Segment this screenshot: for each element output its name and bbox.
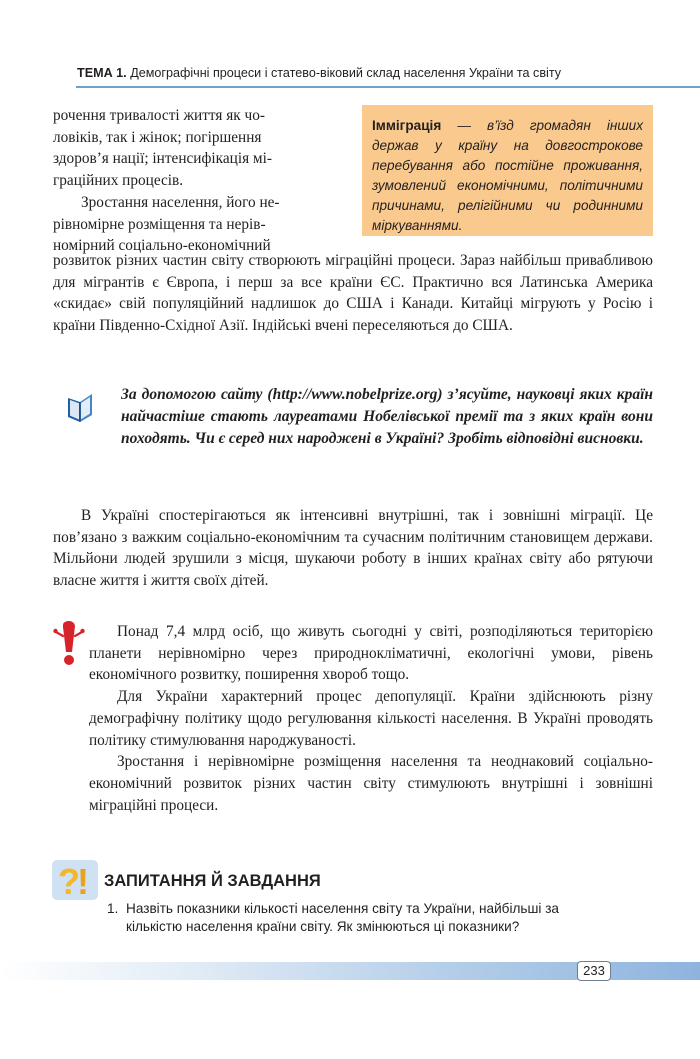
narrow-column: [53, 105, 347, 257]
question-mark-icon: [52, 858, 98, 902]
definition-text: — в’їзд громадян інших держав у країну на довгострокове перебування або постійне проживання, зумовлений економічними, політичними причинами, релігійними чи родинними міркуваннями.: [372, 118, 643, 233]
text-line: рочення тривалості життя як чо-: [53, 107, 265, 124]
topic-title: Демографічні процеси і статево-віковий склад населення України та світу: [130, 66, 562, 80]
section-title: ЗАПИТАННЯ Й ЗАВДАННЯ: [104, 872, 321, 890]
header-rule: [76, 86, 700, 88]
topic-label: ТЕМА 1.: [77, 66, 127, 80]
question-text: Назвіть показники кількості населення світу та України, найбільші за кількістю населення країни світу. Як змінюються ці показники?: [126, 901, 559, 934]
book-icon: [64, 386, 98, 426]
page-number: 233: [577, 961, 611, 981]
paragraph-migration-ukraine: [53, 505, 653, 592]
paragraph-text: Зростання і нерівномірне розміщення населення та неоднаковий соціально-економічний розвиток різних частин світу стимулюють внутрішні і зовнішні міграційні процеси.: [89, 753, 653, 814]
text-line: здоров’я нації; інтенсифікація мі-: [53, 150, 272, 168]
note-block: [89, 621, 653, 816]
text-line: ловіків, так і жінок; погіршення: [53, 128, 262, 146]
paragraph-text: розвиток різних частин світу створюють міграційні процеси. Зараз найбільш привабливою для мігрантів є Європа, і перш за все країни ЄС. Практично вся Латинська Америка «скидає» свій популяційний надлишок до США і Канади. Китайці мігрують у Росію і країни Південно-Східної Азії. Індійські вчені переселяються до США.: [53, 252, 653, 335]
task-block: [121, 384, 653, 450]
paragraph-text: Понад 7,4 млрд осіб, що живуть сьогодні у світі, розподіляються територією планети нерівномірно через природнокліматичні, екологічні умови, рівень економічного розвитку, поширення хвороб тощо.: [89, 623, 653, 684]
text-line: граційних процесів.: [53, 172, 184, 190]
svg-text:?: ?: [58, 861, 80, 902]
question-number: 1.: [107, 901, 119, 916]
running-header: [77, 66, 677, 80]
text-line: номірний соціально-економічний: [53, 237, 271, 255]
text-line: рівномірне розміщення та нерів-: [53, 215, 266, 233]
paragraph-migration-destinations: [53, 250, 653, 337]
definition-term: Імміграція: [372, 118, 442, 133]
task-text: За допомогою сайту (http://www.nobelprize.org) з’ясуйте, науковці яких країн найчастіше стають лауреатами Нобелівської премії та з яких країн вони походять. Чи є серед них народжені в Україні? Зробіть відповідні висновки.: [121, 386, 653, 447]
text-line: Зростання населення, його не-: [81, 193, 280, 211]
paragraph-text: Для України характерний процес депопуляції. Країни здійснюють різну демографічну політику щодо регулювання кількості населення. В Україні проводять політику стимулювання народжуваності.: [89, 688, 653, 749]
paragraph-text: В Україні спостерігаються як інтенсивні внутрішні, так і зовнішні міграції. Це пов’язано з важким соціально-економічним та сучасним політичним становищем держави. Мільйони людей зрушили з місця, шукаючи роботу в інших країнах світу або рятуючи власне життя і життя своїх дітей.: [53, 507, 653, 590]
exclamation-note-icon: [53, 618, 85, 670]
svg-text:!: !: [77, 861, 89, 902]
question-item: [107, 900, 617, 936]
definition-box: [362, 105, 653, 236]
